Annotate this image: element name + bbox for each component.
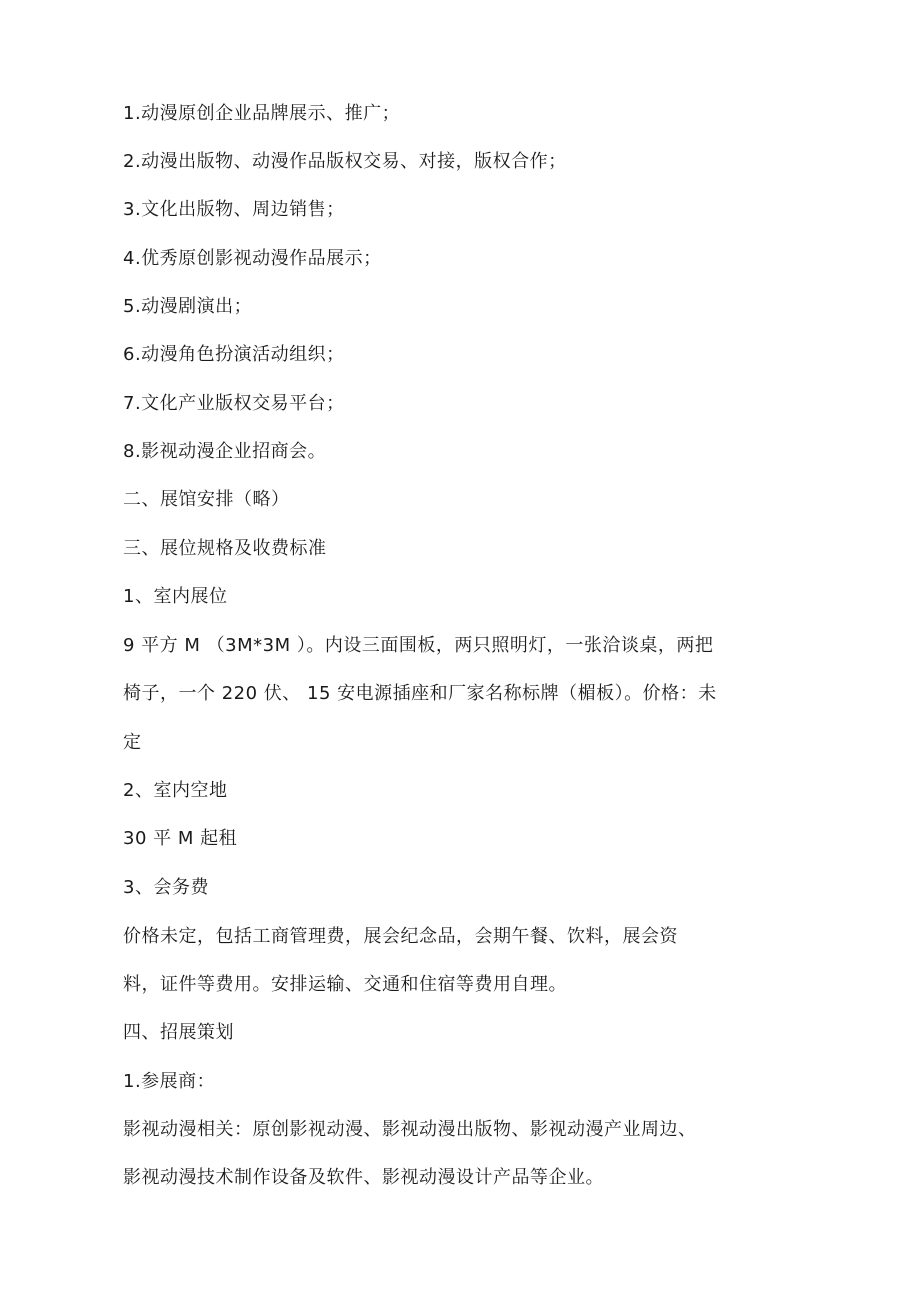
- list-item-7: 7.文化产业版权交易平台；: [123, 393, 345, 414]
- list-item-2: 2.动漫出版物、动漫作品版权交易、对接，版权合作；: [123, 151, 567, 172]
- paragraph-fee-line-1: 价格未定，包括工商管理费，展会纪念品，会期午餐、饮料，展会资: [123, 926, 678, 947]
- subheading-conference-fee: 3、会务费: [123, 877, 209, 898]
- list-item-3: 3.文化出版物、周边销售；: [123, 199, 345, 220]
- paragraph-exhibitors-line-1: 影视动漫相关：原创影视动漫、影视动漫出版物、影视动漫产业周边、: [123, 1119, 697, 1140]
- list-item-4: 4.优秀原创影视动漫作品展示；: [123, 248, 382, 269]
- section-heading-2: 二、展馆安排（略）: [123, 489, 290, 510]
- subheading-indoor-booth: 1、室内展位: [123, 586, 228, 607]
- section-heading-3: 三、展位规格及收费标准: [123, 538, 327, 559]
- subheading-indoor-space: 2、室内空地: [123, 780, 228, 801]
- list-item-5: 5.动漫剧演出；: [123, 296, 253, 317]
- list-item-8: 8.影视动漫企业招商会。: [123, 441, 327, 462]
- paragraph-fee-line-2: 料，证件等费用。安排运输、交通和住宿等费用自理。: [123, 974, 567, 995]
- paragraph-booth-line-2: 椅子，一个 220 伏、 15 安电源插座和厂家名称标牌（楣板）。价格：未: [123, 683, 717, 704]
- list-item-1: 1.动漫原创企业品牌展示、推广；: [123, 103, 401, 124]
- paragraph-booth-line-1: 9 平方 M （3M*3M ）。内设三面围板，两只照明灯，一张洽谈桌，两把: [123, 635, 714, 656]
- list-item-6: 6.动漫角色扮演活动组织；: [123, 344, 345, 365]
- subheading-exhibitors: 1.参展商：: [123, 1071, 216, 1092]
- paragraph-booth-line-3: 定: [123, 732, 142, 753]
- section-heading-4: 四、招展策划: [123, 1022, 234, 1043]
- paragraph-exhibitors-line-2: 影视动漫技术制作设备及软件、影视动漫设计产品等企业。: [123, 1167, 604, 1188]
- paragraph-space: 30 平 M 起租: [123, 828, 238, 849]
